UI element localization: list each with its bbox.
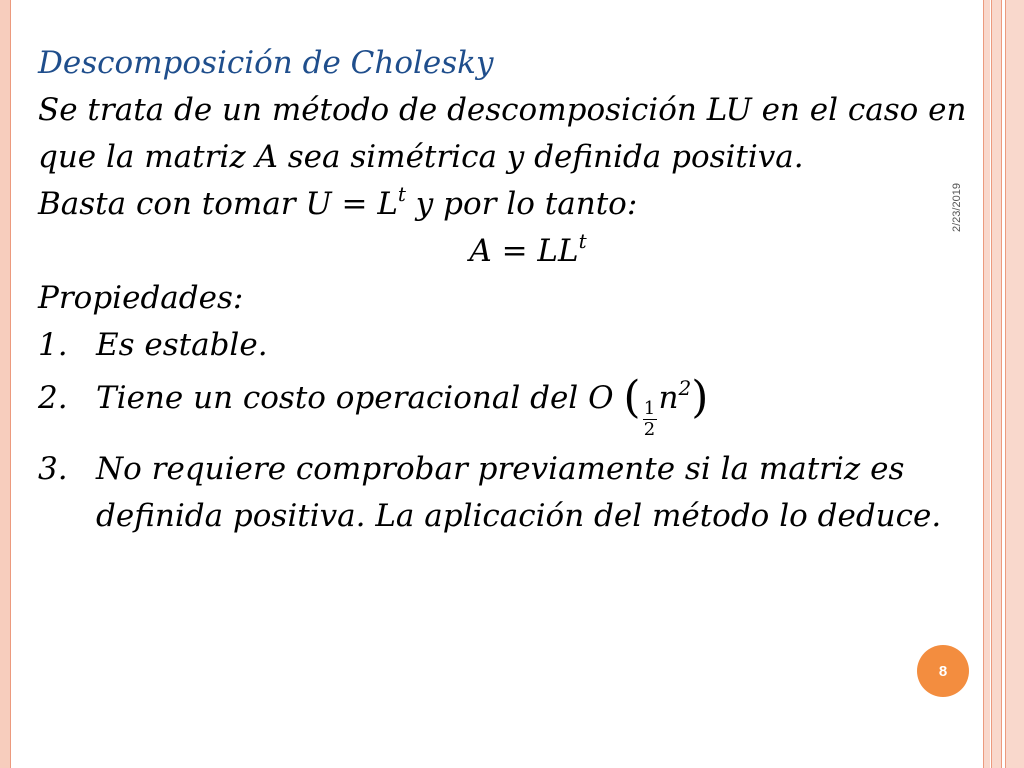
cholesky-equation: [38, 228, 978, 275]
slide-date: 2/23/2019: [951, 183, 963, 233]
right-stripe-3: [1005, 0, 1024, 768]
right-stripe-2: [991, 0, 1002, 768]
fraction: [643, 399, 657, 440]
basta-rhs: L: [377, 186, 398, 222]
list-number: 2.: [38, 380, 68, 416]
equation-rhs: LL: [537, 233, 579, 269]
list-text: Es estable.: [96, 327, 268, 363]
fraction-denominator: 2: [643, 419, 656, 440]
fraction-numerator: 1: [643, 398, 656, 419]
right-border-decoration: [982, 0, 1024, 768]
equation-sup: t: [578, 229, 587, 253]
properties-list: [38, 322, 978, 540]
basta-after: y por lo tanto:: [405, 186, 638, 222]
equation-eq: =: [491, 233, 538, 269]
list-item: [38, 372, 978, 440]
page-number-badge: 8: [917, 645, 969, 697]
slide-title: Descomposición de Cholesky: [38, 45, 494, 81]
basta-sup: t: [397, 182, 406, 206]
list-item: [38, 446, 978, 540]
right-stripe-1: [983, 0, 990, 768]
left-border-decoration: [0, 0, 11, 768]
basta-lhs: U: [305, 186, 332, 222]
basta-before: Basta con tomar: [38, 186, 306, 222]
slide-content: [38, 40, 978, 540]
basta-line: [38, 181, 978, 228]
intro-text: Se trata de un método de descomposición LU en el caso en que la matriz A sea simétrica y definida positiva.: [38, 92, 967, 175]
big-o: O: [588, 380, 614, 416]
variable-n: n: [658, 380, 679, 416]
list-item: [38, 322, 978, 369]
open-paren-icon: (: [623, 372, 641, 423]
list-text: Tiene un costo operacional del: [96, 380, 589, 416]
basta-eq: =: [331, 186, 378, 222]
list-text: No requiere comprobar previamente si la matriz es definida positiva. La aplicación del método lo deduce.: [96, 451, 942, 534]
close-paren-icon: ): [691, 372, 709, 423]
exponent: 2: [678, 376, 692, 400]
equation-lhs: A: [469, 233, 492, 269]
list-number: 1.: [38, 327, 68, 363]
propiedades-label: Propiedades:: [38, 280, 244, 316]
list-number: 3.: [38, 451, 68, 487]
